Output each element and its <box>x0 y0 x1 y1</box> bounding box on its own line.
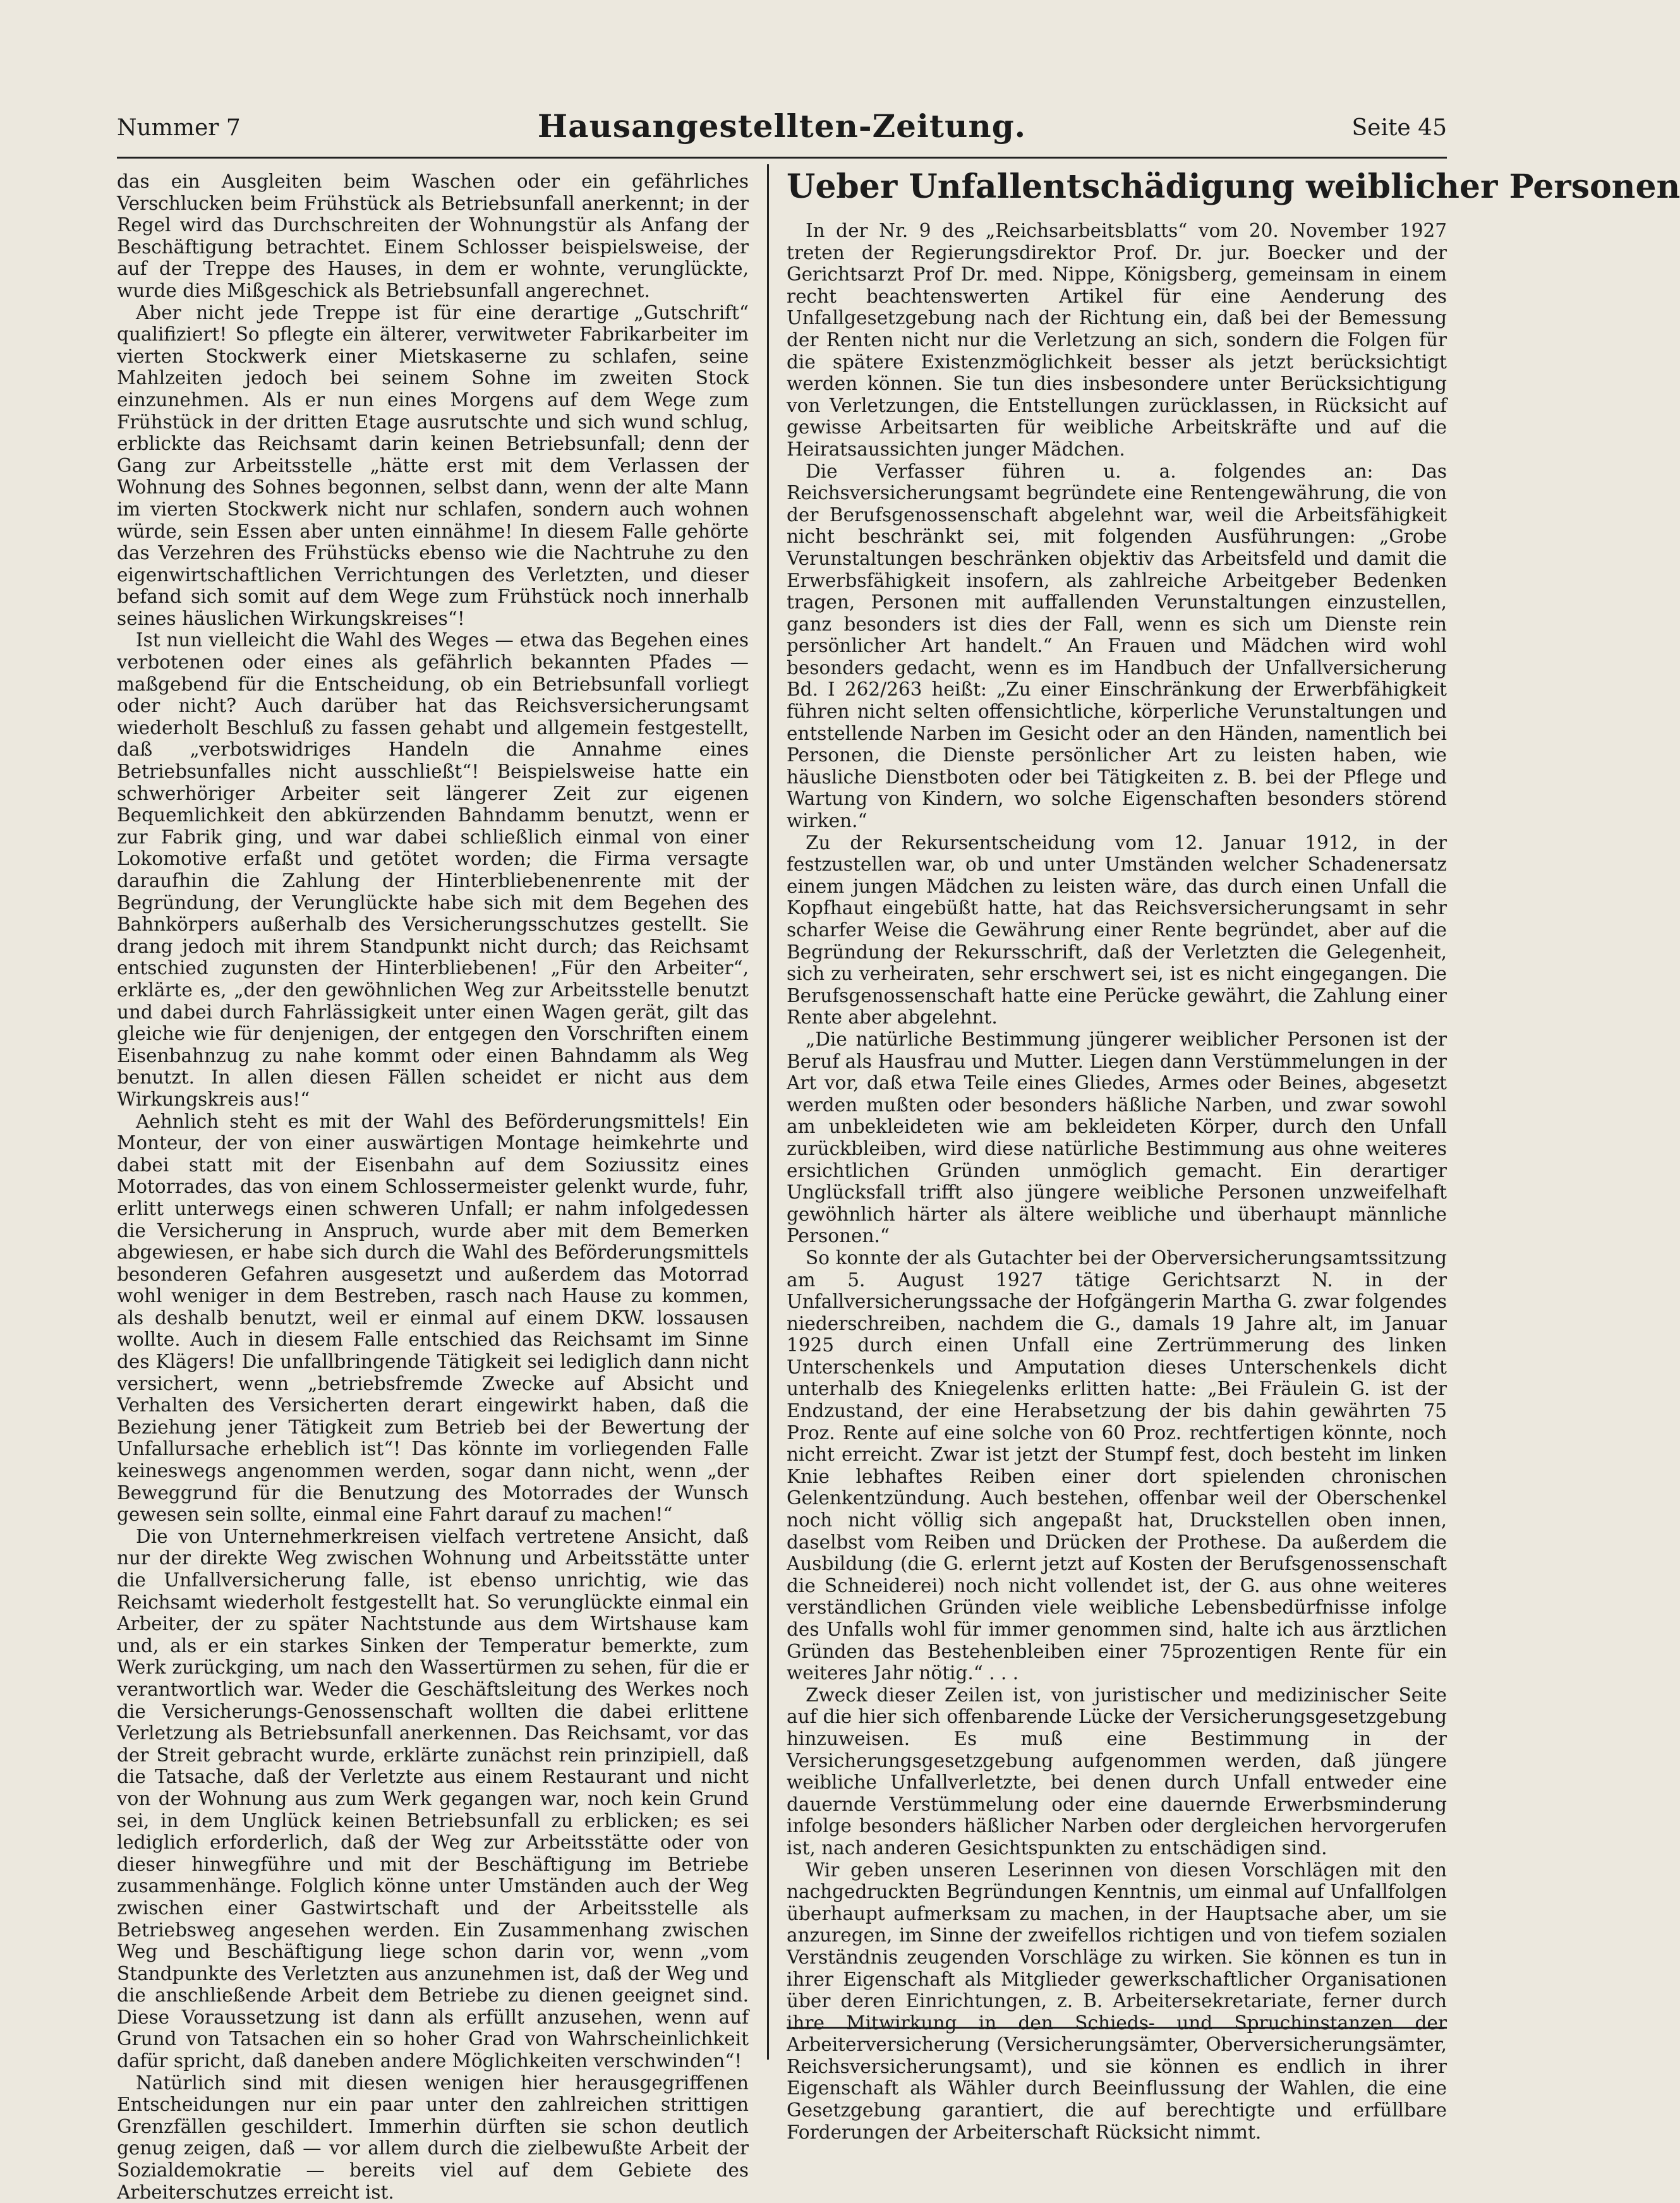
right-paragraph-5: So konnte der als Gutachter bei der Oberversicherungsamtssitzung am 5. August 1927 tätige Gerichtsarzt N. in der Unfallversicherungssache der Hofgängerin Martha G. zwar folgendes niederschreiben, nachdem die G., damals 19 Jahre alt, im Januar 1925 durch einen Unfall eine Zertrümmerung des linken Unterschenkels und Amputation dieses Unterschenkels dicht unterhalb des Kniegelenks erlitten hatte: „Bei Fräulein G. ist der Endzustand, der eine Herabsetzung der bis dahin gewährten 75 Proz. Rente auf eine solche von 60 Proz. rechtfertigen könnte, noch nicht erreicht. Zwar ist jetzt der Stumpf fest, doch besteht im linken Knie lebhaftes Reiben einer dort spielenden chronischen Gelenkentzündung. Auch bestehen, offenbar weil der Oberschenkel noch nicht völlig sich angepaßt hat, Druckstellen oben innen, daselbst vom Reiben und Drücken der Prothese. Da außerdem die Ausbildung (die G. erlernt jetzt auf Kosten der Berufsgenossenschaft die Schneiderei) noch nicht vollendet ist, der G. aus ohne weiteres verständlichen Gründen viele weibliche Lebensbedürfnisse infolge des Unfalls wohl für immer genommen sind, halte ich aus ärztlichen Gründen das Bestehenbleiben einer 75prozentigen Rente für ein weiteres Jahr nötig.“ . . . <box>787 1246 1447 1684</box>
newspaper-title: Hausangestellten-Zeitung. <box>537 107 1027 145</box>
article-end-rule <box>787 2027 1447 2029</box>
left-paragraph-4: Aehnlich steht es mit der Wahl des Beförderungsmittels! Ein Monteur, der von einer auswärtigen Montage heimkehrte und dabei statt mit der Eisenbahn auf dem Soziussitz eines Motorrades, das von einem Schlossermeister gelenkt wurde, fuhr, erlitt unterwegs einen schweren Unfall; er nahm infolgedessen die Versicherung in Anspruch, wurde aber mit dem Bemerken abgewiesen, er habe sich durch die Wahl des Beförderungsmittels besonderen Gefahren ausgesetzt und außerdem das Motorrad wohl weniger in dem Bestreben, rasch nach Hause zu kommen, als deshalb benutzt, weil er einmal auf einem DKW. lossausen wollte. Auch in diesem Falle entschied das Reichsamt im Sinne des Klägers! Die unfallbringende Tätigkeit sei lediglich dann nicht versichert, wenn „betriebsfremde Zwecke auf Absicht und Verhalten des Versicherten derart eingewirkt haben, daß die Beziehung jener Tätigkeit zum Betrieb bei der Bewertung der Unfallursache erheblich ist“! Das könnte im vorliegenden Falle keineswegs angenommen werden, sogar dann nicht, wenn „der Beweggrund für die Benutzung des Motorrades der Wunsch gewesen sein sollte, einmal eine Fahrt darauf zu machen!“ <box>117 1110 749 1526</box>
right-paragraph-4: „Die natürliche Bestimmung jüngerer weiblicher Personen ist der Beruf als Hausfrau und Mutter. Liegen dann Verstümmelungen in der Art vor, daß etwa Teile eines Gliedes, Armes oder Beines, abgesetzt werden mußten oder besonders häßliche Narben, und zwar sowohl am unbekleideten wie am bekleideten Körper, durch den Unfall zurückbleiben, wird diese natürliche Bestimmung aus ohne weiteres ersichtlichen Gründen unmöglich gemacht. Ein derartiger Unglücksfall trifft also jüngere weibliche Personen unzweifelhaft gewöhnlich härter als ältere weibliche und überhaupt männliche Personen.“ <box>787 1028 1447 1247</box>
header-rule <box>117 157 1447 159</box>
left-paragraph-2: Aber nicht jede Treppe ist für eine derartige „Gutschrift“ qualifiziert! So pflegte ein älterer, verwitweter Fabrikarbeiter im vierten Stockwerk einer Mietskaserne zu schlafen, seine Mahlzeiten jedoch bei seinem Sohne im zweiten Stock einzunehmen. Als er nun eines Morgens auf dem Wege zum Frühstück in der dritten Etage ausrutschte und sich wund schlug, erblickte das Reichsamt darin keinen Betriebsunfall; denn der Gang zur Arbeitsstelle „hätte erst mit dem Verlassen der Wohnung des Sohnes begonnen, selbst dann, wenn der alte Mann im vierten Stockwerk nicht nur schlafen, sondern auch wohnen würde, sein Essen aber unten einnähme! In diesem Falle gehörte das Verzehren des Frühstücks ebenso wie die Nachtruhe zu den eigenwirtschaftlichen Verrichtungen des Verletzten, und dieser befand sich somit auf dem Wege zum Frühstück noch innerhalb seines häuslichen Wirkungskreises“! <box>117 301 749 629</box>
left-paragraph-3: Ist nun vielleicht die Wahl des Weges — etwa das Begehen eines verbotenen oder eines als gefährlich bekannten Pfades — maßgebend für die Entscheidung, ob ein Betriebsunfall vorliegt oder nicht? Auch darüber hat das Reichsversicherungsamt wiederholt Beschluß zu fassen gehabt und allgemein festgestellt, daß „verbotswidriges Handeln die Annahme eines Betriebsunfalles nicht ausschließt“! Beispielsweise hatte ein schwerhöriger Arbeiter seit längerer Zeit zur eigenen Bequemlichkeit den abkürzenden Bahndamm benutzt, wenn er zur Fabrik ging, und war dabei schließlich einmal von einer Lokomotive erfaßt und getötet worden; die Firma versagte daraufhin die Zahlung der Hinterbliebenenrente mit der Begründung, der Verunglückte habe sich mit dem Begehen des Bahnkörpers außerhalb des Versicherungsschutzes gestellt. Sie drang jedoch mit ihrem Standpunkt nicht durch; das Reichsamt entschied zugunsten der Hinterbliebenen! „Für den Arbeiter“, erklärte es, „der den gewöhnlichen Weg zur Arbeitsstelle benutzt und dabei durch Fahrlässigkeit unter einen Wagen gerät, gilt das gleiche wie für denjenigen, der entgegen den Vorschriften einem Eisenbahnzug zu nahe kommt oder einen Bahndamm als Weg benutzt. In allen diesen Fällen scheidet er nicht aus dem Wirkungskreis aus!“ <box>117 629 749 1110</box>
page-header <box>117 107 1447 152</box>
right-column <box>787 167 1680 2143</box>
issue-number: Nummer 7 <box>117 115 241 141</box>
right-paragraph-6: Zweck dieser Zeilen ist, von juristischer und medizinischer Seite auf die hier sich offenbarende Lücke der Versicherungsgesetzgebung hinzuweisen. Es muß eine Bestimmung in der Versicherungsgesetzgebung aufgenommen werden, daß jüngere weibliche Unfallverletzte, bei denen durch Unfall entweder eine dauernde Verstümmelung oder eine dauernde Erwerbsminderung infolge besonders häßlicher Narben oder dergleichen hervorgerufen ist, nach anderen Gesichtspunkten zu entschädigen sind. <box>787 1684 1447 1859</box>
article-title: Ueber Unfallentschädigung weiblicher Personen <box>787 167 1680 206</box>
right-paragraph-1: In der Nr. 9 des „Reichsarbeitsblatts“ vom 20. November 1927 treten der Regierungsdirektor Prof. Dr. jur. Boecker und der Gerichtsarzt Prof Dr. med. Nippe, Königsberg, gemeinsam in einem recht beachtenswerten Artikel für eine Aenderung des Unfallgesetzgebung nach der Richtung ein, daß bei der Bemessung der Renten nicht nur die Verletzung an sich, sondern die Folgen für die spätere Existenzmöglichkeit besser als jetzt berücksichtigt werden können. Sie tun dies insbesondere unter Berücksichtigung von Verletzungen, die Entstellungen zurücklassen, in Rücksicht auf gewisse Arbeitsarten für weibliche Arbeitskräfte und auf die Heiratsaussichten junger Mädchen. <box>787 220 1447 460</box>
left-paragraph-6: Natürlich sind mit diesen wenigen hier herausgegriffenen Entscheidungen nur ein paar unter den zahlreichen strittigen Grenzfällen geschildert. Immerhin dürften sie schon deutlich genug zeigen, daß — vor allem durch die zielbewußte Arbeit der Sozialdemokratie — bereits viel auf dem Gebiete des Arbeiterschutzes erreicht ist. <box>117 2072 749 2203</box>
column-divider <box>767 164 769 2060</box>
right-paragraph-2: Die Verfasser führen u. a. folgendes an: Das Reichsversicherungsamt begründete eine Rentengewährung, die von der Berufsgenossenschaft abgelehnt war, weil die Arbeitsfähigkeit nicht beschränkt sei, mit folgenden Ausführungen: „Grobe Verunstaltungen beschränken objektiv das Arbeitsfeld und damit die Erwerbsfähigkeit insofern, als zahlreiche Arbeitgeber Bedenken tragen, Personen mit auffallenden Verunstaltungen einzustellen, ganz besonders ist dies der Fall, wenn es sich um Dienste rein persönlicher Art handelt.“ An Frauen und Mädchen wird wohl besonders gedacht, wenn es im Handbuch der Unfallversicherung Bd. I 262/263 heißt: „Zu einer Einschränkung der Erwerbfähigkeit führen nicht selten offensichtliche, körperliche Verunstaltungen und entstellende Narben im Gesicht oder an den Händen, namentlich bei Personen, die Dienste persönlicher Art zu leisten haben, wie häusliche Dienstboten oder bei Tätigkeiten z. B. bei der Pflege und Wartung von Kindern, wo solche Eigenschaften besonders störend wirken.“ <box>787 460 1447 832</box>
page-number: Seite 45 <box>1351 115 1447 141</box>
left-column <box>117 171 749 2203</box>
left-paragraph-5: Die von Unternehmerkreisen vielfach vertretene Ansicht, daß nur der direkte Weg zwischen Wohnung und Arbeitsstätte unter die Unfallversicherung falle, ist ebenso unrichtig, wie das Reichsamt wiederholt festgestellt hat. So verunglückte einmal ein Arbeiter, der zu später Nachtstunde aus dem Wirtshause kam und, als er ein starkes Sinken der Temperatur bemerkte, zum Werk zurückging, um nach den Wassertürmen zu sehen, für die er verantwortlich war. Weder die Geschäftsleitung des Werkes noch die Versicherungs-Genossenschaft wollten die dabei erlittene Verletzung als Betriebsunfall anerkennen. Das Reichsamt, vor das der Streit gebracht wurde, erklärte zunächst rein prinzipiell, daß die Tatsache, daß der Verletzte aus einem Restaurant und nicht von der Wohnung aus zum Werk gegangen war, noch kein Grund sei, in dem Unglück keinen Betriebsunfall zu erblicken; es sei lediglich erforderlich, daß der Weg zur Arbeitsstätte oder von dieser hinwegführe und mit der Beschäftigung im Betriebe zusammenhänge. Folglich könne unter Umständen auch der Weg zwischen einer Gastwirtschaft und der Arbeitsstelle als Betriebsweg angesehen werden. Ein Zusammenhang zwischen Weg und Beschäftigung liege schon darin vor, wenn „vom Standpunkte des Verletzten aus anzunehmen ist, daß der Weg und die anschließende Arbeit dem Betriebe zu dienen geeignet sind. Diese Voraussetzung ist dann als erfüllt anzusehen, wenn auf Grund von Tatsachen ein so hoher Grad von Wahrscheinlichkeit dafür spricht, daß daneben andere Möglichkeiten verschwinden“! <box>117 1525 749 2072</box>
right-paragraph-3: Zu der Rekursentscheidung vom 12. Januar 1912, in der festzustellen war, ob und unter Umständen welcher Schadenersatz einem jungen Mädchen zu leisten wäre, das durch einen Unfall die Kopfhaut eingebüßt hatte, hat das Reichsversicherungsamt in sehr scharfer Weise die Gewährung einer Rente begründet, aber auf die Begründung der Rekursschrift, daß der Verletzten die Gelegenheit, sich zu verheiraten, sehr erschwert sei, ist es nicht eingegangen. Die Berufsgenossenschaft hatte eine Perücke gewährt, die Zahlung einer Rente aber abgelehnt. <box>787 831 1447 1029</box>
left-paragraph-1: das ein Ausgleiten beim Waschen oder ein gefährliches Verschlucken beim Frühstück als Betriebsunfall anerkennt; in der Regel wird das Durchschreiten der Wohnungstür als Anfang der Beschäftigung betrachtet. Einem Schlosser beispielsweise, der auf der Treppe des Hauses, in dem er wohnte, verunglückte, wurde dies Mißgeschick als Betriebsunfall angerechnet. <box>117 171 749 301</box>
right-paragraph-7: Wir geben unseren Leserinnen von diesen Vorschlägen mit den nachgedruckten Begründungen Kenntnis, um einmal auf Unfallfolgen überhaupt aufmerksam zu machen, in der Hauptsache aber, um sie anzuregen, im Sinne der zweifellos richtigen und von tiefem sozialen Verständnis zeugenden Vorschläge zu wirken. Sie können es tun in ihrer Eigenschaft als Mitglieder gewerkschaftlicher Organisationen über deren Einrichtungen, z. B. Arbeitersekretariate, ferner durch ihre Mitwirkung in den Schieds- und Spruchinstanzen der Arbeiterversicherung (Versicherungsämter, Oberversicherungsämter, Reichsversicherungsamt), und sie können es endlich in ihrer Eigenschaft als Wähler durch Beeinflussung der Wahlen, die eine Gesetzgebung garantiert, die auf berechtigte und erfüllbare Forderungen der Arbeiterschaft Rücksicht nimmt. <box>787 1859 1447 2143</box>
